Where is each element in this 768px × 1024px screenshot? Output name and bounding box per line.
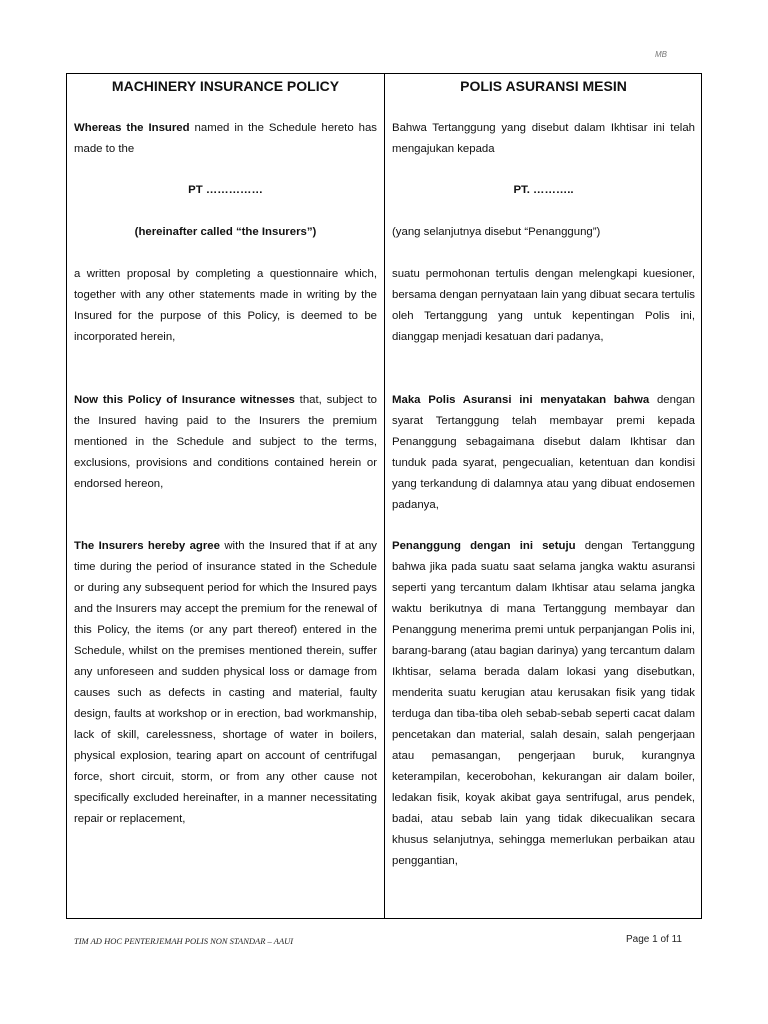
english-witnesses-bold: Now this Policy of Insurance witnesses <box>74 394 295 406</box>
english-agree-bold: The Insurers hereby agree <box>74 540 220 552</box>
indonesian-title: POLIS ASURANSI MESIN <box>460 78 627 94</box>
indonesian-witnesses-text: dengan syarat Tertanggung telah membayar premi kepada Penanggung sebagaimana disebut dalam Ikhtisar dan tunduk pada syarat, pengecualian, ketentuan dan kondisi yang terkandung di dalamnya atau yang dibuat endosemen padanya, <box>392 394 695 511</box>
footer-team-label: TIM AD HOC PENTERJEMAH POLIS NON STANDAR – AAUI <box>74 936 294 946</box>
indonesian-bahwa-paragraph: Bahwa Tertanggung yang disebut dalam Ikhtisar ini telah mengajukan kepada <box>392 122 695 155</box>
bilingual-table <box>66 73 702 919</box>
english-column <box>67 74 385 918</box>
indonesian-proposal-paragraph: suatu permohonan tertulis dengan melengkapi kuesioner, bersama dengan pernyataan lain yang dibuat secara tertulis oleh Tertanggung yang untuk kepentingan Polis ini, dianggap menjadi kesatuan dari padanya, <box>392 268 695 343</box>
english-witnesses-text: that, subject to the Insured having paid to the Insurers the premium mentioned in the Schedule and subject to the terms, exclusions, provisions and conditions contained herein or endorsed hereon, <box>74 394 378 490</box>
header-mark: MB <box>655 50 667 59</box>
english-whereas-paragraph <box>74 118 377 160</box>
english-hereinafter-line: (hereinafter called “the Insurers”) <box>134 226 317 238</box>
indonesian-pt-line: PT. ……….. <box>513 184 574 196</box>
english-proposal-paragraph: a written proposal by completing a questionnaire which, together with any other statements made in writing by the Insured for the purpose of this Policy, is deemed to be incorporated herein, <box>74 268 377 343</box>
indonesian-agree-paragraph <box>392 536 695 872</box>
english-whereas-text: named in the Schedule hereto has made to the <box>74 122 377 155</box>
english-witnesses-paragraph <box>74 390 377 495</box>
english-whereas-bold: Whereas the Insured <box>74 122 190 134</box>
english-title: MACHINERY INSURANCE POLICY <box>111 78 340 94</box>
indonesian-agree-text: dengan Tertanggung bahwa jika pada suatu saat selama jangka waktu asuransi seperti yang tercantum dalam Ikhtisar atau selama jangka waktu berikutnya di mana Tertanggung membayar dan Penanggung menerima premi untuk perpanjangan Polis ini, barang-barang (atau bagian darinya) yang tercantum dalam Ikhtisar, selama berada dalam lokasi yang disebutkan, menderita suatu kerugian atau kerusakan fisik yang tidak terduga dan tiba-tiba oleh sebab-sebab seperti cacat dalam pencetakan dan material, salah desain, salah pengerjaan atau pemasangan, pengerjaan buruk, kurangnya keterampilan, kecerobohan, kekurangan air dalam boiler, ledakan fisik, koyak akibat gaya sentrifugal, arus pendek, badai, atau sebab lain yang tidak dikecualikan secara khusus selanjutnya, sehingga memerlukan perbaikan atau penggantian, <box>392 540 695 867</box>
indonesian-column <box>385 74 701 918</box>
indonesian-witnesses-paragraph <box>392 390 695 516</box>
indonesian-witnesses-bold: Maka Polis Asuransi ini menyatakan bahwa <box>392 394 650 406</box>
english-agree-text: with the Insured that if at any time during the period of insurance stated in the Schedule or during any subsequent period for which the Insured pays and the Insurers may accept the premium for the renewal of this Policy, the items (or any part thereof) entered in the Schedule, whilst on the premises mentioned therein, suffer any unforeseen and sudden physical loss or damage from causes such as defects in casting and material, faulty design, faults at workshop or in erection, bad workmanship, lack of skill, carelessness, shortage of water in boilers, physical explosion, tearing apart on account of centrifugal force, short circuit, storm, or from any other cause not specifically excluded hereinafter, in a manner necessitating repair or replacement, <box>74 540 378 825</box>
english-pt-line: PT …………… <box>188 184 263 196</box>
indonesian-hereinafter-line: (yang selanjutnya disebut “Penanggung”) <box>392 226 601 238</box>
indonesian-agree-bold: Penanggung dengan ini setuju <box>392 540 576 552</box>
page-number: Page 1 of 11 <box>626 934 682 945</box>
english-agree-paragraph <box>74 536 377 830</box>
